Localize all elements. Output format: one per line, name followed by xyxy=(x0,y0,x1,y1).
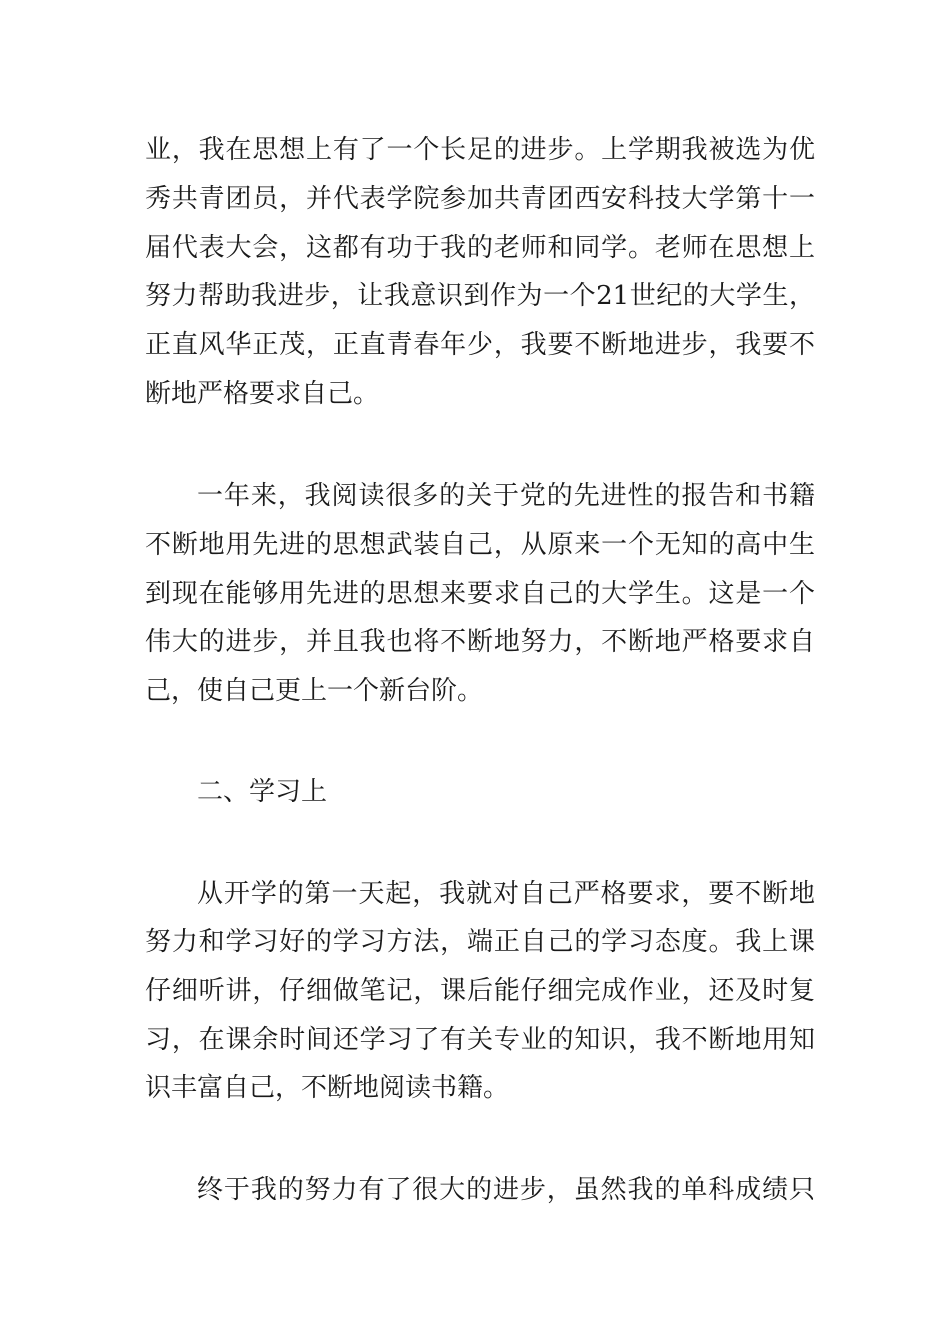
text-line: 到现在能够用先进的思想来要求自己的大学生。这是一个 xyxy=(145,579,815,609)
text-line: 届代表大会，这都有功于我的老师和同学。老师在思想上 xyxy=(145,233,815,263)
text-line: 正直风华正茂，正直青春年少，我要不断地进步，我要不 xyxy=(145,330,815,360)
text-line: 识丰富自己，不断地阅读书籍。 xyxy=(145,1073,510,1103)
text-line: 努力和学习好的学习方法，端正自己的学习态度。我上课 xyxy=(145,927,815,957)
text-line: 从开学的第一天起，我就对自己严格要求，要不断地 xyxy=(197,879,815,909)
text-line: 习，在课余时间还学习了有关专业的知识，我不断地用知 xyxy=(145,1025,815,1055)
text-line: 仔细听讲，仔细做笔记，课后能仔细完成作业，还及时复 xyxy=(145,976,815,1006)
text-line: 一年来，我阅读很多的关于党的先进性的报告和书籍 xyxy=(197,481,815,511)
text-line: 断地严格要求自己。 xyxy=(145,379,380,409)
text-line: 不断地用先进的思想武装自己，从原来一个无知的高中生 xyxy=(145,530,815,560)
text-line: 业，我在思想上有了一个长足的进步。上学期我被选为优 xyxy=(145,135,815,165)
text-line: 秀共青团员，并代表学院参加共青团西安科技大学第十一 xyxy=(145,184,815,214)
text-line: 伟大的进步，并且我也将不断地努力，不断地严格要求自 xyxy=(145,627,815,657)
text-line: 终于我的努力有了很大的进步，虽然我的单科成绩只 xyxy=(197,1175,815,1205)
text-line: 己，使自己更上一个新台阶。 xyxy=(145,676,484,706)
section-heading-text: 二、学习上 xyxy=(197,777,328,807)
text-line: 努力帮助我进步，让我意识到作为一个21世纪的大学生， xyxy=(145,281,815,311)
